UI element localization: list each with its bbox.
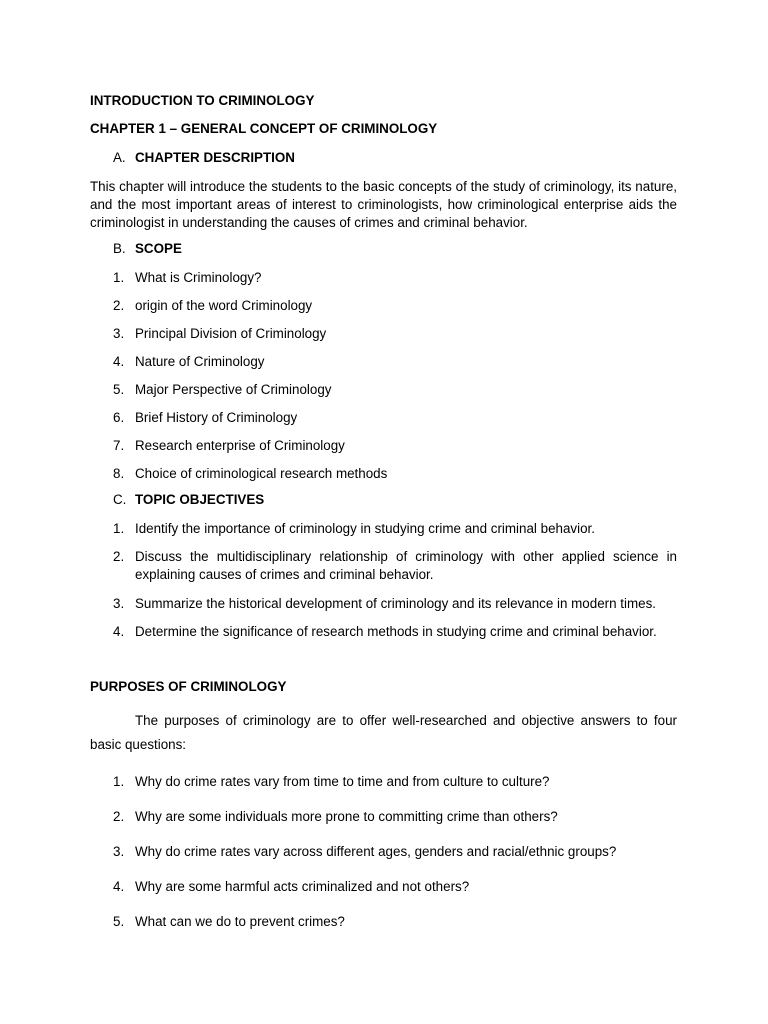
purpose-question-item — [113, 878, 677, 896]
purpose-question-text: Why are some individuals more prone to committing crime than others? — [135, 809, 558, 824]
section-c-heading — [113, 492, 264, 507]
objective-item-text: Determine the significance of research methods in studying crime and criminal behavior. — [135, 624, 657, 639]
scope-item-number: 2. — [113, 298, 125, 313]
scope-item — [113, 465, 677, 483]
section-c-marker: C. — [113, 492, 127, 507]
scope-item-text: Nature of Criminology — [135, 354, 265, 369]
section-a-marker: A. — [113, 150, 126, 165]
scope-item-number: 7. — [113, 438, 125, 453]
scope-item-text: Major Perspective of Criminology — [135, 382, 332, 397]
objective-item — [113, 595, 677, 613]
section-b-heading — [113, 241, 182, 256]
purpose-question-number: 4. — [113, 879, 125, 894]
objective-item — [113, 623, 677, 641]
purpose-question-item — [113, 913, 677, 931]
purpose-question-text: Why are some harmful acts criminalized and not others? — [135, 879, 470, 894]
purpose-question-item — [113, 843, 677, 861]
purpose-question-number: 2. — [113, 809, 125, 824]
purpose-question-number: 3. — [113, 844, 125, 859]
scope-item — [113, 297, 677, 315]
purpose-question-text: What can we do to prevent crimes? — [135, 914, 345, 929]
scope-item — [113, 353, 677, 371]
objective-item-text: Discuss the multidisciplinary relationship of criminology with other applied science in explaining causes of crimes and criminal behavior. — [135, 549, 677, 582]
purpose-question-item — [113, 808, 677, 826]
objective-item-number: 1. — [113, 521, 125, 536]
scope-item-text: Principal Division of Criminology — [135, 326, 327, 341]
scope-item — [113, 381, 677, 399]
objective-item — [113, 520, 677, 538]
objective-item-text: Summarize the historical development of criminology and its relevance in modern times. — [135, 596, 656, 611]
scope-item-number: 6. — [113, 410, 125, 425]
objective-item-number: 2. — [113, 549, 125, 564]
scope-item — [113, 269, 677, 287]
scope-item-text: Research enterprise of Criminology — [135, 438, 345, 453]
scope-item-text: origin of the word Criminology — [135, 298, 313, 313]
section-b-marker: B. — [113, 241, 126, 256]
objective-item-number: 4. — [113, 624, 125, 639]
objective-item-text: Identify the importance of criminology in studying crime and criminal behavior. — [135, 521, 595, 536]
objective-item — [113, 548, 677, 584]
purpose-question-item — [113, 773, 677, 791]
scope-item-number: 3. — [113, 326, 125, 341]
purpose-question-text: Why do crime rates vary from time to time and from culture to culture? — [135, 774, 550, 789]
purpose-question-number: 5. — [113, 914, 125, 929]
scope-item-number: 1. — [113, 270, 125, 285]
chapter-description-text: This chapter will introduce the students to the basic concepts of the study of criminology, its nature, and the most important areas of interest to criminologists, how criminological enterprise aids the criminologist in understanding the causes of crimes and criminal behavior. — [90, 179, 677, 230]
section-a-heading — [113, 150, 295, 165]
scope-item-number: 5. — [113, 382, 125, 397]
scope-item — [113, 437, 677, 455]
purpose-question-number: 1. — [113, 774, 125, 789]
scope-item-text: Choice of criminological research methods — [135, 466, 388, 481]
purposes-intro-text: The purposes of criminology are to offer well-researched and objective answers to four basic questions: — [90, 713, 677, 752]
document-title: INTRODUCTION TO CRIMINOLOGY — [90, 93, 315, 108]
scope-item-number: 8. — [113, 466, 125, 481]
section-a-title: CHAPTER DESCRIPTION — [135, 150, 295, 165]
scope-item-text: Brief History of Criminology — [135, 410, 298, 425]
scope-item-number: 4. — [113, 354, 125, 369]
scope-item — [113, 325, 677, 343]
scope-item — [113, 409, 677, 427]
section-c-title: TOPIC OBJECTIVES — [135, 492, 265, 507]
section-b-title: SCOPE — [135, 241, 182, 256]
chapter-title: CHAPTER 1 – GENERAL CONCEPT OF CRIMINOLOGY — [90, 121, 438, 136]
purpose-question-text: Why do crime rates vary across different ages, genders and racial/ethnic groups? — [135, 844, 617, 859]
scope-item-text: What is Criminology? — [135, 270, 262, 285]
objective-item-number: 3. — [113, 596, 125, 611]
purposes-heading: PURPOSES OF CRIMINOLOGY — [90, 679, 287, 694]
